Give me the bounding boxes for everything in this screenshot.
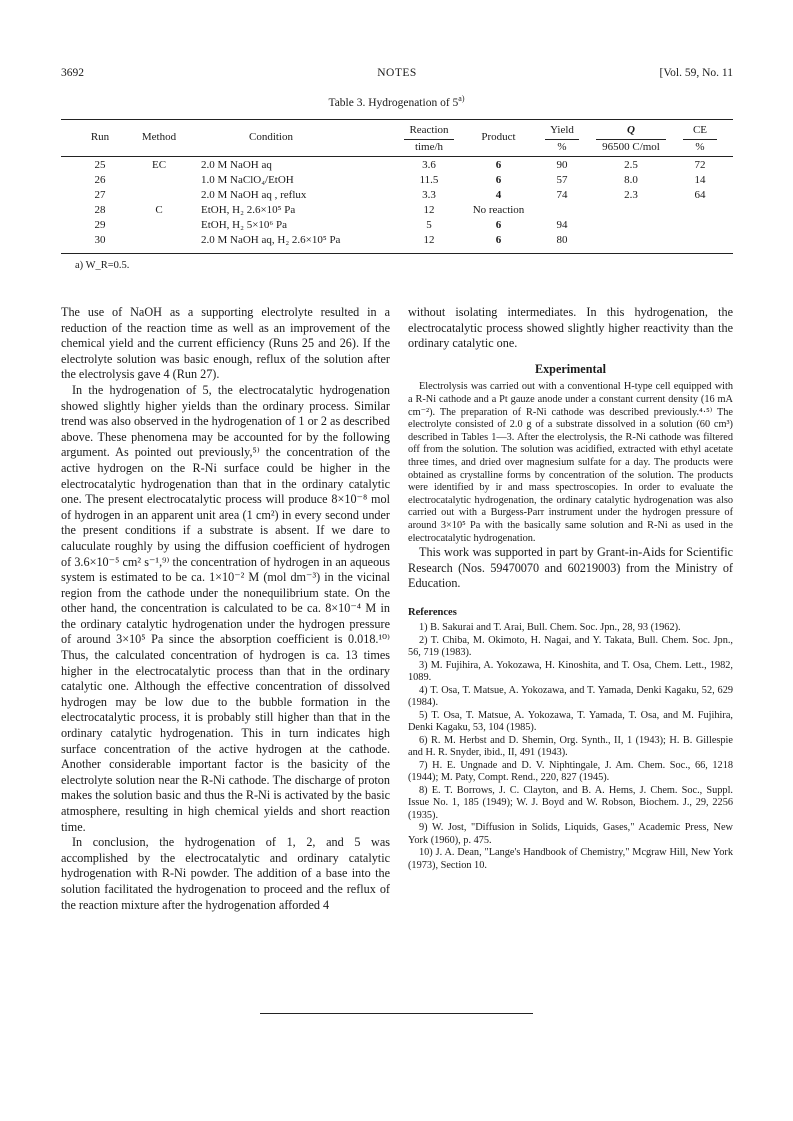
acknowledgment: This work was supported in part by Grant-in-Aids for Scientific Research (Nos. 59470070 and 60219003) from the Ministry of Education. — [408, 545, 733, 591]
cell-yield: 57 — [556, 174, 568, 186]
cell-condition: 2.0 M NaOH aq , reflux — [201, 189, 307, 201]
reference-item: 8) E. T. Borrows, J. C. Clayton, and B. A. Hems, J. Chem. Soc., Suppl. Issue No. 1, 185 (1949); W. J. Boyd and W. Robson, Biochem. J., 29, 2256 (1935). — [408, 784, 733, 821]
cell-q: 8.0 — [624, 174, 638, 186]
cell-product: 6 — [495, 159, 502, 171]
cell-time: 3.3 — [422, 189, 436, 201]
header-ce-unit: % — [695, 141, 705, 153]
cell-yield: 94 — [556, 219, 568, 231]
right-column — [408, 305, 733, 872]
cell-run: 29 — [94, 219, 106, 231]
cell-product: 6 — [495, 174, 502, 186]
reference-item: 6) R. M. Herbst and D. Shemin, Org. Synth., II, 1 (1943); H. B. Gillespie and H. R. Snyder, ibid., II, 491 (1943). — [408, 734, 733, 759]
experimental-heading: Experimental — [534, 361, 607, 376]
header-condition: Condition — [248, 131, 293, 143]
cell-yield: 90 — [556, 159, 568, 171]
cell-condition: 1.0 M NaClO₄/EtOH — [201, 174, 294, 186]
table-header-rule — [61, 156, 733, 157]
body-paragraph: In conclusion, the hydrogenation of 1, 2, and 5 was accomplished by the electrocatalytic and ordinary catalytic hydrogenation with R-Ni powder. The addition of a base into the solution facilitated the hydrogenation to proceed and the reflux of the reaction mixture after the hydrogenation afforded 4 — [61, 835, 390, 912]
references-heading: References — [408, 606, 457, 618]
table-caption — [0, 94, 793, 109]
cell-method: EC — [151, 159, 167, 171]
table-caption-text: Table 3. Hydrogenation of 5 — [328, 96, 459, 109]
table-row — [61, 219, 733, 233]
cell-product: 6 — [495, 219, 502, 231]
header-method: Method — [141, 131, 177, 143]
reference-item: 1) B. Sakurai and T. Arai, Bull. Chem. Soc. Jpn., 28, 93 (1962). — [419, 622, 681, 634]
header-product: Product — [481, 131, 516, 143]
cell-run: 26 — [94, 174, 106, 186]
cell-condition: 2.0 M NaOH aq, H₂ 2.6×10⁵ Pa — [201, 234, 341, 246]
table-row — [61, 174, 733, 188]
references-list — [408, 622, 733, 872]
cell-time: 5 — [426, 219, 432, 231]
cell-time: 12 — [423, 204, 435, 216]
header-ce-rule — [683, 139, 717, 140]
cell-condition: EtOH, H₂ 2.6×10⁵ Pa — [201, 204, 296, 216]
cell-product: 4 — [495, 189, 502, 201]
section-title: NOTES — [377, 67, 417, 79]
volume-info: [Vol. 59, No. 11 — [659, 67, 733, 79]
experimental-text: Electrolysis was carried out with a conventional H-type cell equipped with a R-Ni cathode and a Pt gauze anode under a constant current density (16 mA cm⁻²). The preparation of R-Ni cathode was described previously.⁴·⁵⁾ The electrolyte consisted of 2.0 g of a substrate dissolved in a solution (60 cm³) described in Tables 1—3. After the electrolysis, the R-Ni cathode was filtered off from the solution. The solution was acidified, extracted with ethyl acetate three times, and dried over magnesium sulfate for a day. The products were obtained as crystalline forms by concentration of the solution. The products were identified by ir and mass spectroscopies. In order to evaluate the electrocatalytic hydrogenation, the ordinary catalytic hydrogenation was also carried out with a Burgess-Parr instrument under the hydrogen pressure of around 3×10⁵ Pa with the basically same solution and R-Ni as used in the electrocatalytic hydrogenation. — [408, 381, 733, 544]
cell-run: 28 — [94, 204, 106, 216]
table-top-rule — [61, 119, 733, 120]
header-q-rule — [596, 139, 666, 140]
page-number: 3692 — [61, 67, 84, 79]
cell-condition: 2.0 M NaOH aq — [201, 159, 272, 171]
cell-q: 2.3 — [624, 189, 638, 201]
reference-item: 5) T. Osa, T. Matsue, A. Yokozawa, T. Yamada, T. Osa, and M. Fujihira, Denki Kagaku, 53, 104 (1985). — [408, 709, 733, 734]
running-head — [61, 67, 733, 83]
body-paragraph: In the hydrogenation of 5, the electrocatalytic hydrogenation showed slightly higher yields than the ordinary process. Similar trend was also observed in the hydrogenation of 1 or 2 as described above. These phenomena may be accounted for by the following argument. As pointed out previously,⁵⁾ the concentration of the active hydrogen on the R-Ni surface could be higher in the electrocatalytic hydrogenation than that in the ordinary catalytic one. The present electrocatalytic process will produce 8×10⁻⁸ mol of hydrogen in an apparent unit area (1 cm²) in every second under the present conditions if a substrate is absent. If we dare to caluculate roughly by using the diffusion coefficient of hydrogen of 3.6×10⁻⁵ cm² s⁻¹,⁹⁾ the concentration of hydrogen in an aqueous system is estimated to be ca. 1×10⁻² M (mol dm⁻³) in the vicinal region from the cathode under the nonequilibrium state. On the other hand, the concentration is calculated to be ca. 8×10⁻⁴ M in the ordinary catalytic hydrogenation under the hydrogen pressure of around 3×10⁵ Pa since the absorption coefficient is 0.018.¹⁰⁾ Thus, the calculated concentration of hydrogen is ca. 13 times higher in the electrocatalytic process than that in the ordinary catalytic one. Although the effective concentration of dissolved hydrogen may be low due to the bubble formation in the electrocatalytic process, it is probably still higher than that in the ordinary catalytic hydrogenation. This in turn indicates high surface concentration of the active hydrogen at the cathode. Another considerable important factor is the basicity of the electrolyte solution near the R-Ni cathode. The discharge of proton makes the solution basic and thus the R-Ni is activated by the basic atmosphere, resulting in high chemical yields and short reaction time. — [61, 382, 390, 834]
header-q-unit: 96500 C/mol — [602, 141, 660, 153]
cell-time: 11.5 — [419, 174, 439, 186]
header-yield-unit: % — [557, 141, 567, 153]
reference-item: 2) T. Chiba, M. Okimoto, H. Nagai, and Y. Takata, Bull. Chem. Soc. Jpn., 56, 719 (1983). — [408, 634, 733, 659]
cell-yield: 74 — [556, 189, 568, 201]
reference-item: 9) W. Jost, "Diffusion in Solids, Liquids, Gases," Academic Press, New York (1960), p. 475. — [408, 822, 733, 846]
table-footnote: a) W_R=0.5. — [75, 260, 130, 271]
header-yield: Yield — [550, 124, 574, 136]
header-yield-rule — [545, 139, 579, 140]
cell-condition: EtOH, H₂ 5×10⁶ Pa — [201, 219, 287, 231]
body-paragraph: without isolating intermediates. In this hydrogenation, the electrocatalytic process showed slightly higher reactivity than the ordinary catalytic one. — [408, 305, 733, 351]
header-q: Q — [627, 124, 635, 136]
table-bottom-rule — [61, 253, 733, 254]
header-reaction: Reaction — [409, 124, 449, 136]
table-row — [61, 234, 733, 248]
table-row — [61, 189, 733, 203]
cell-method: C — [155, 204, 163, 216]
reference-item: 3) M. Fujihira, A. Yokozawa, H. Kinoshita, and T. Osa, Chem. Lett., 1982, 1089. — [408, 659, 733, 684]
header-reaction-rule — [404, 139, 454, 140]
reference-item: 4) T. Osa, T. Matsue, A. Yokozawa, and T. Yamada, Denki Kagaku, 52, 629 (1984). — [408, 684, 733, 709]
cell-product: 6 — [495, 234, 502, 246]
cell-yield: 80 — [556, 234, 568, 246]
cell-product: No reaction — [472, 204, 525, 216]
left-column — [61, 305, 390, 913]
body-paragraph: The use of NaOH as a supporting electrolyte resulted in a reduction of the reaction time as well as an improvement of the chemical yield and the current efficiency (Runs 25 and 26). If the electrolyte solution was basic enough, reflux of the solution after the electrolysis gave 4 (Run 27). — [61, 305, 390, 382]
cell-q: 2.5 — [624, 159, 638, 171]
header-ce: CE — [692, 124, 708, 136]
table-row — [61, 159, 733, 173]
cell-run: 25 — [94, 159, 106, 171]
cell-ce: 14 — [694, 174, 706, 186]
reference-item: 10) J. A. Dean, "Lange's Handbook of Chemistry," Mcgraw Hill, New York (1973), Section 10. — [408, 847, 733, 871]
cell-time: 12 — [423, 234, 435, 246]
end-rule — [260, 1013, 533, 1014]
cell-run: 27 — [94, 189, 106, 201]
cell-time: 3.6 — [422, 159, 436, 171]
cell-run: 30 — [94, 234, 106, 246]
reference-item: 7) H. E. Ungnade and D. V. Niphtingale, J. Am. Chem. Soc., 66, 1218 (1944); M. Paty, Compt. Rend., 220, 827 (1945). — [408, 759, 733, 784]
header-time-unit: time/h — [414, 141, 444, 153]
cell-ce: 64 — [694, 189, 706, 201]
cell-ce: 72 — [694, 159, 706, 171]
table-row — [61, 204, 733, 218]
table-caption-sup: a) — [458, 94, 465, 103]
header-run: Run — [90, 131, 110, 143]
